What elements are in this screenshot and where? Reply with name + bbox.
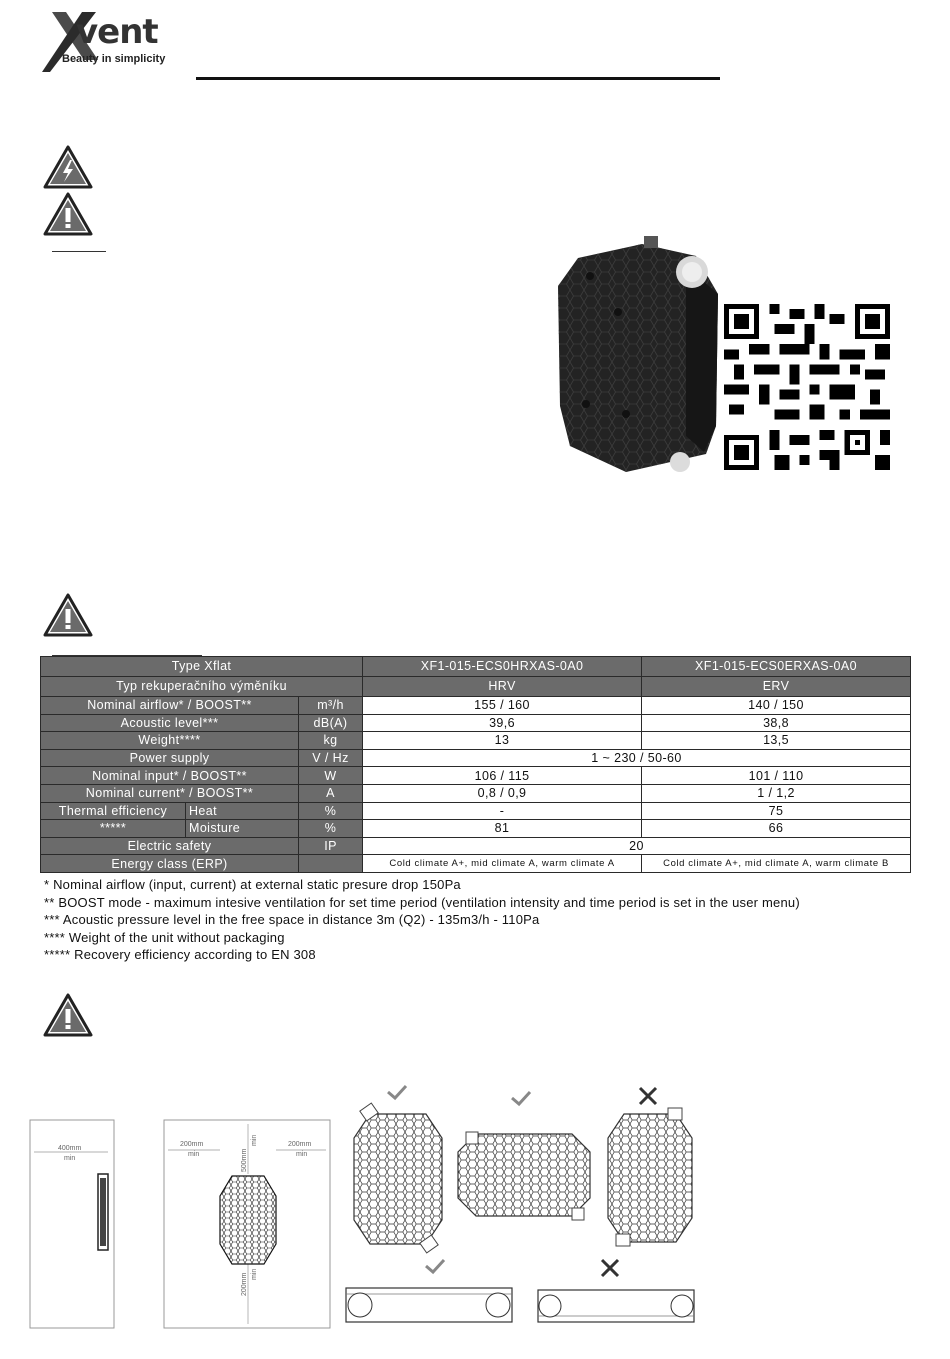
orientation-vertical-ok <box>354 1086 442 1253</box>
spec-table <box>40 656 911 873</box>
dimension-label: 500mm <box>241 1148 248 1172</box>
cross-icon <box>602 1260 618 1276</box>
dimension-label: 200mm <box>180 1141 204 1148</box>
footnote: * Nominal airflow (input, current) at external static presure drop 150Pa <box>44 877 461 892</box>
value-cell: 39,6 <box>363 714 642 732</box>
table-row <box>41 714 911 732</box>
value-cell: 75 <box>642 802 911 820</box>
value-cell: 106 / 115 <box>363 767 642 785</box>
value-cell: 38,8 <box>642 714 911 732</box>
value-cell: 20 <box>363 837 911 855</box>
table-row <box>41 767 911 785</box>
model-erv: XF1-015-ECS0ERXAS-0A0 <box>642 657 911 677</box>
value-cell: 1 ~ 230 / 50-60 <box>363 749 911 767</box>
param-cell: Heat <box>186 802 299 820</box>
value-cell: 13 <box>363 732 642 750</box>
table-row <box>41 784 911 802</box>
value-cell: 155 / 160 <box>363 697 642 715</box>
exclamation-warning-icon <box>42 592 94 638</box>
table-row <box>41 749 911 767</box>
thermal-label-stars: ***** <box>41 820 186 838</box>
unit-cell: A <box>299 784 363 802</box>
dimension-min: min <box>296 1151 308 1158</box>
exchanger-erv: ERV <box>642 677 911 697</box>
footnote: **** Weight of the unit without packaging <box>44 929 285 945</box>
dimension-min: min <box>251 1134 258 1146</box>
xvent-logo <box>38 10 178 74</box>
unit-cell: W <box>299 767 363 785</box>
table-row <box>41 697 911 715</box>
value-cell: 140 / 150 <box>642 697 911 715</box>
orientation-flat-bad <box>538 1260 694 1322</box>
check-icon <box>426 1260 444 1272</box>
footnote: *** Acoustic pressure level in the free space in distance 3m (Q2) - 135m3/h - 110Pa <box>44 912 540 928</box>
type-label: Type Xflat <box>41 657 363 677</box>
section-rule <box>52 251 106 252</box>
dimension-label: 400mm <box>58 1145 82 1152</box>
exchanger-label: Typ rekuperačního výměníku <box>41 677 363 697</box>
unit-cell: dB(A) <box>299 714 363 732</box>
value-cell: Cold climate A+, mid climate A, warm climate B <box>642 855 911 873</box>
param-cell: Moisture <box>186 820 299 838</box>
unit-cell: % <box>299 802 363 820</box>
unit-cell: % <box>299 820 363 838</box>
value-cell: 66 <box>642 820 911 838</box>
check-icon <box>388 1086 406 1098</box>
unit-cell: V / Hz <box>299 749 363 767</box>
param-cell: Weight**** <box>41 732 299 750</box>
side-clearance-diagram <box>30 1120 114 1328</box>
lightning-warning-icon <box>42 144 94 190</box>
dimension-label: 200mm <box>288 1141 312 1148</box>
value-cell: 1 / 1,2 <box>642 784 911 802</box>
cross-icon <box>640 1088 656 1104</box>
param-cell: Acoustic level*** <box>41 714 299 732</box>
exclamation-warning-icon <box>42 191 94 237</box>
dimension-min: min <box>251 1268 258 1280</box>
param-cell: Nominal current* / BOOST** <box>41 784 299 802</box>
orientation-vertical-bad <box>608 1088 692 1246</box>
logo-tagline: Beauty in simplicity <box>62 53 166 65</box>
dimension-min: min <box>188 1151 200 1158</box>
front-clearance-diagram <box>164 1120 330 1328</box>
exclamation-warning-icon <box>42 992 94 1038</box>
param-cell: Nominal airflow* / BOOST** <box>41 697 299 715</box>
value-cell: 81 <box>363 820 642 838</box>
model-hrv: XF1-015-ECS0HRXAS-0A0 <box>363 657 642 677</box>
dimension-label: 200mm <box>241 1272 248 1296</box>
orientation-horizontal-ok <box>458 1092 590 1220</box>
value-cell: Cold climate A+, mid climate A, warm climate A <box>363 855 642 873</box>
param-cell: Energy class (ERP) <box>41 855 299 873</box>
table-row <box>41 855 911 873</box>
value-cell: 0,8 / 0,9 <box>363 784 642 802</box>
value-cell: 13,5 <box>642 732 911 750</box>
exchanger-hrv: HRV <box>363 677 642 697</box>
orientation-flat-ok <box>346 1260 512 1322</box>
unit-cell <box>299 855 363 873</box>
unit-cell: IP <box>299 837 363 855</box>
dimension-min: min <box>64 1155 76 1162</box>
param-cell: Power supply <box>41 749 299 767</box>
table-row <box>41 657 911 677</box>
unit-cell: m³/h <box>299 697 363 715</box>
footnote: ** BOOST mode - maximum intesive ventilation for set time period (ventilation intensity and time period is set in the user menu) <box>44 894 800 910</box>
qr-code[interactable] <box>724 304 890 470</box>
value-cell: - <box>363 802 642 820</box>
product-photo <box>556 236 724 474</box>
value-cell: 101 / 110 <box>642 767 911 785</box>
table-row <box>41 820 911 838</box>
table-row <box>41 732 911 750</box>
installation-diagrams <box>0 1080 950 1359</box>
table-row <box>41 837 911 855</box>
thermal-label: Thermal efficiency <box>41 802 186 820</box>
param-cell: Electric safety <box>41 837 299 855</box>
header-rule <box>196 77 720 80</box>
check-icon <box>512 1092 530 1104</box>
param-cell: Nominal input* / BOOST** <box>41 767 299 785</box>
unit-cell: kg <box>299 732 363 750</box>
footnote: ***** Recovery efficiency according to EN 308 <box>44 947 316 963</box>
footnotes <box>44 876 800 964</box>
logo-word: vent <box>76 12 158 52</box>
table-row <box>41 677 911 697</box>
table-row <box>41 802 911 820</box>
